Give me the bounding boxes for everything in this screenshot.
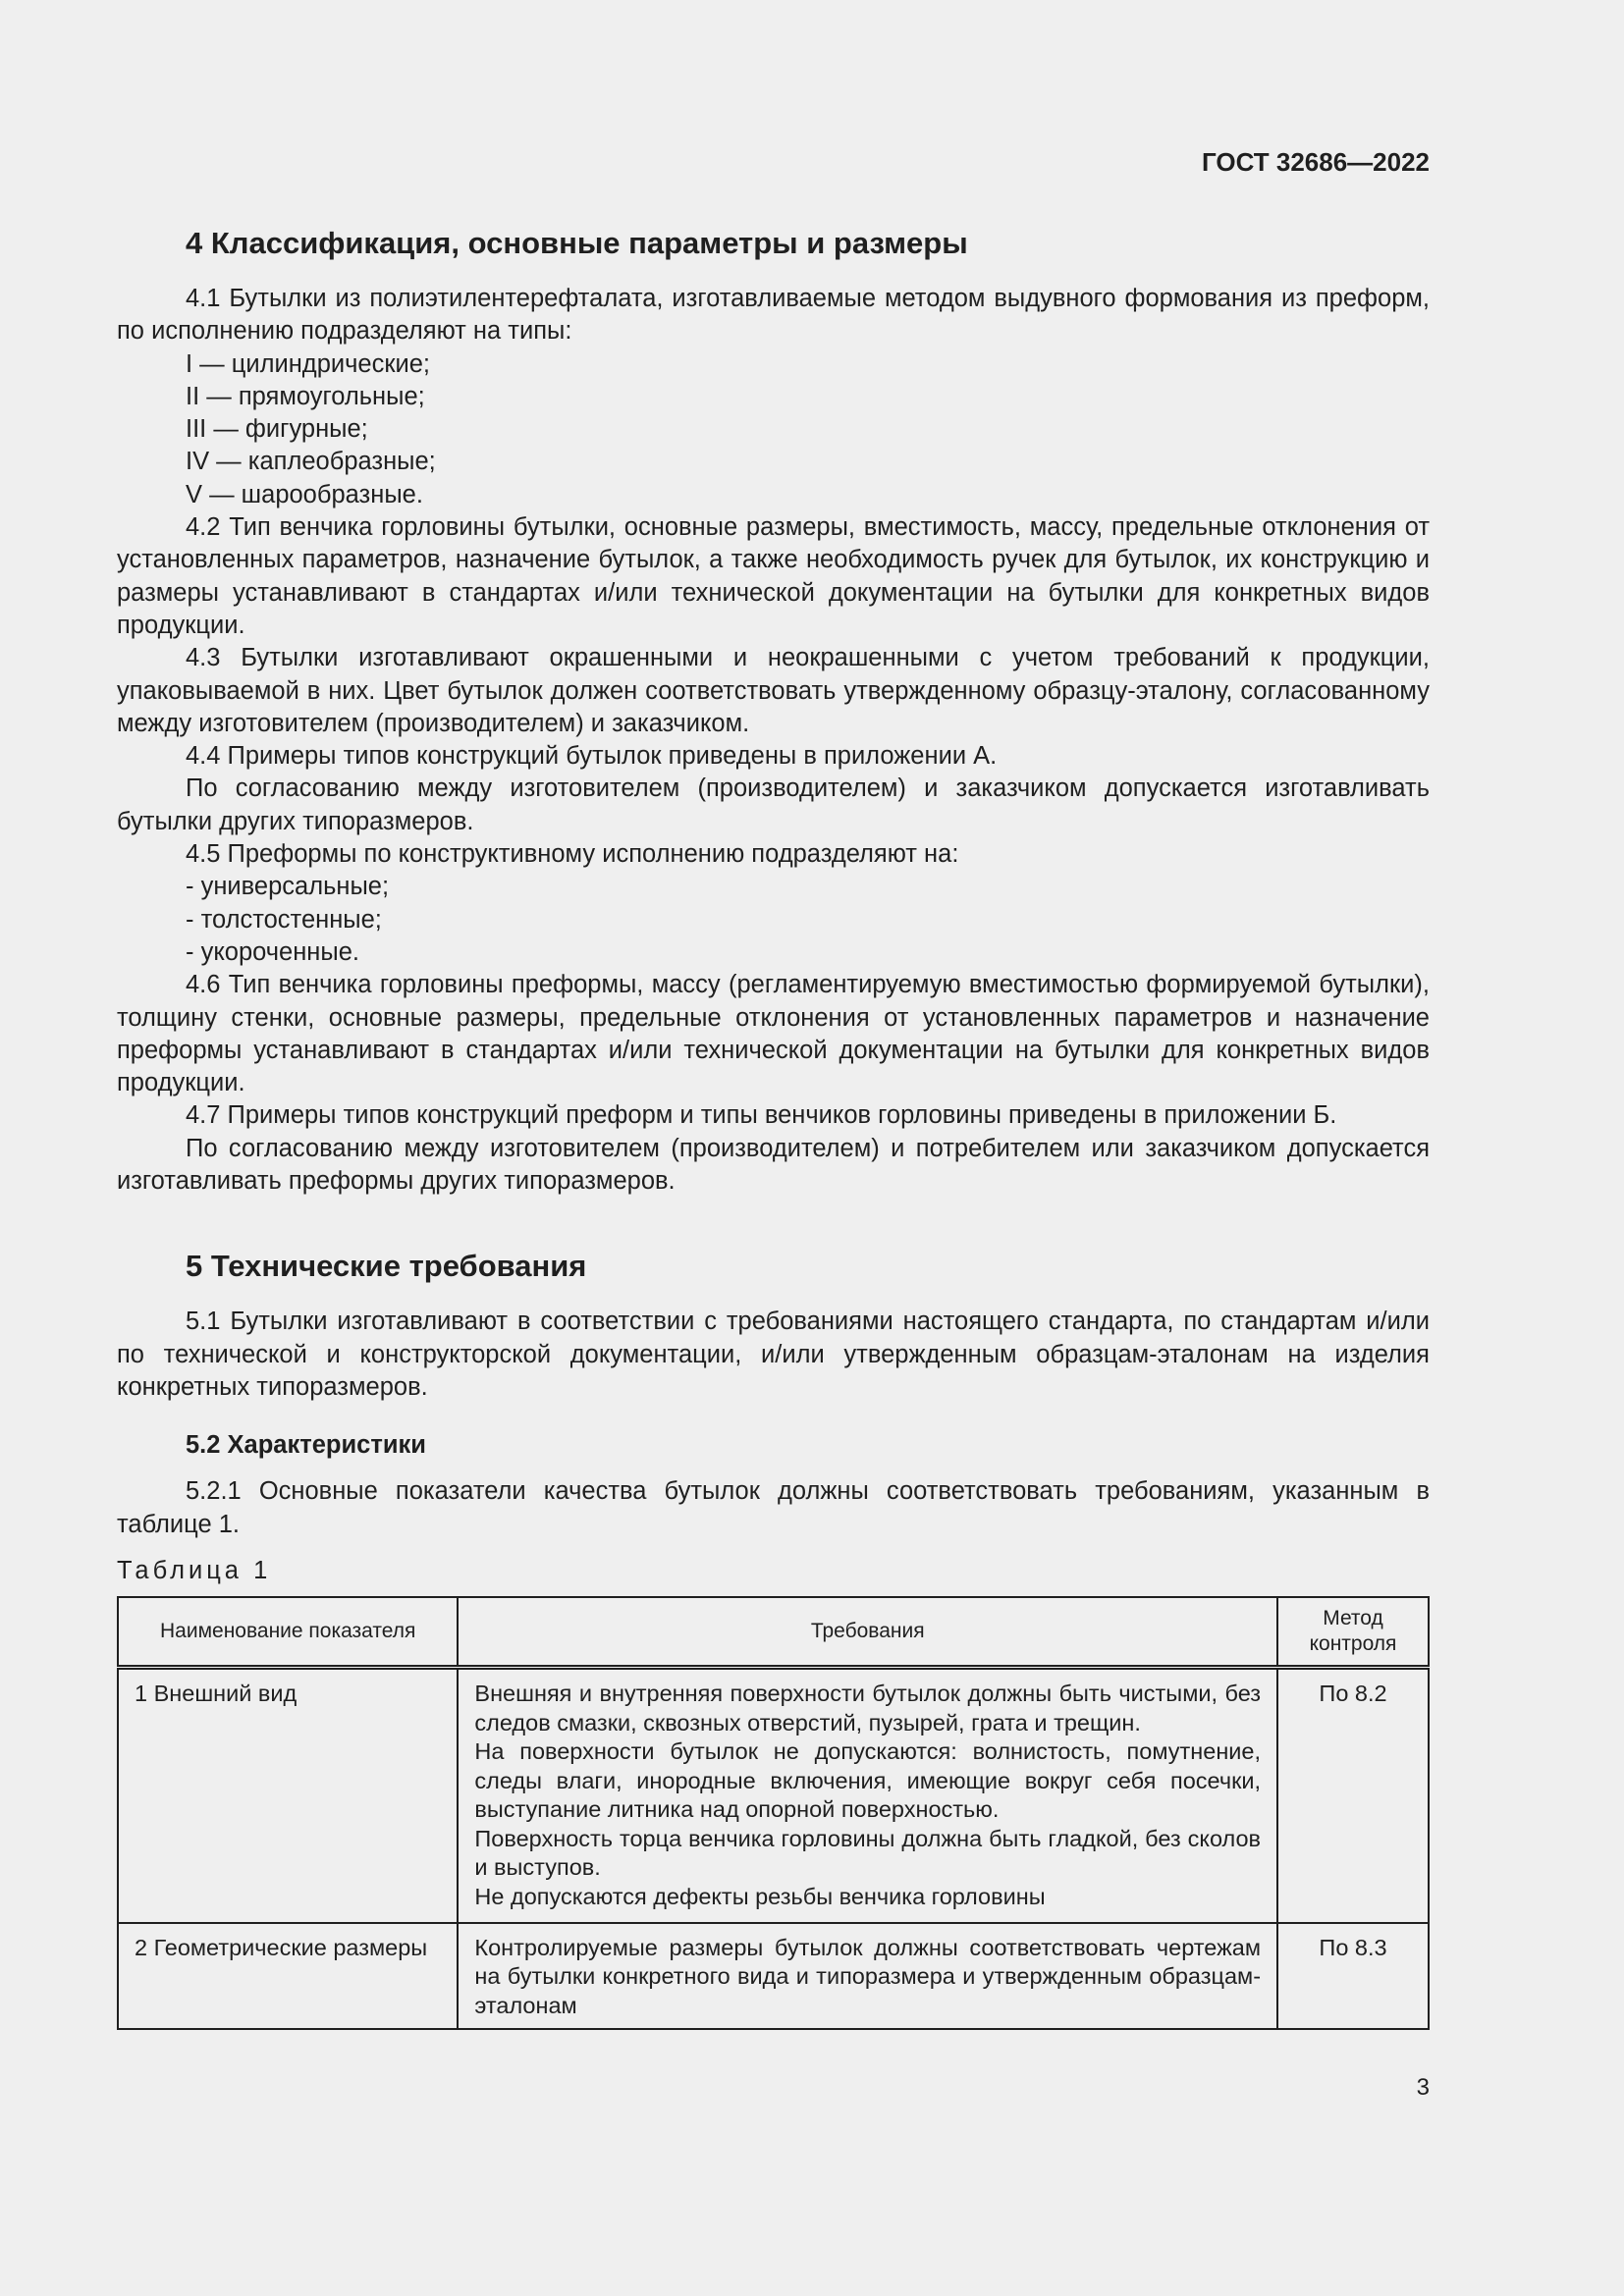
requirement-line: Внешняя и внутренняя поверхности бутылок должны быть чистыми, без следов смазки, сквозных отверстий, пузырей, грата и трещин.	[474, 1681, 1262, 1735]
para-4-7: 4.7 Примеры типов конструкций преформ и типы венчиков горловины приведены в приложении Б.	[186, 1101, 1337, 1130]
header-requirements: Требования	[458, 1597, 1277, 1668]
preform-item: - укороченные.	[186, 937, 359, 966]
table-row	[118, 1923, 1429, 2029]
para-4-7-continued: По согласованию между изготовителем (производителем) и потребителем или заказчиком допускается изготавливать преформы других типоразмеров.	[117, 1134, 1430, 1196]
type-item: IV — каплеобразные;	[186, 448, 436, 476]
section-5-title: 5 Технические требования	[186, 1249, 587, 1284]
table-header-row	[118, 1597, 1429, 1668]
requirement-line: Не допускаются дефекты резьбы венчика горловины	[474, 1883, 1046, 1909]
row-method: По 8.2	[1277, 1668, 1429, 1923]
para-4-2: 4.2 Тип венчика горловины бутылки, основные размеры, вместимость, массу, предельные отклонения от установленных параметров, назначение бутылок, а также необходимость ручек для бутылок, их конструкцию и размеры устанавливают в стандартах и/или технической документации на бутылки для конкретных видов продукции.	[117, 513, 1430, 639]
para-4-4: 4.4 Примеры типов конструкций бутылок приведены в приложении А.	[186, 742, 998, 771]
type-item: I — цилиндрические;	[186, 349, 430, 378]
para-4-3: 4.3 Бутылки изготавливают окрашенными и неокрашенными с учетом требований к продукции, упаковываемой в них. Цвет бутылок должен соответствовать утвержденному образцу-эталону, согласованному между изготовителем (производителем) и заказчиком.	[117, 644, 1430, 737]
type-item: V — шарообразные.	[186, 480, 423, 508]
header-method: Метод контроля	[1277, 1597, 1429, 1668]
preform-item: - универсальные;	[186, 873, 390, 901]
table-row	[118, 1668, 1429, 1923]
table-caption: Таблица 1	[117, 1556, 272, 1584]
requirement-line: На поверхности бутылок не допускаются: волнистость, помутнение, следы влаги, инородные включения, имеющие вокруг себя посечки, выступание литника над опорной поверхностью.	[474, 1738, 1262, 1823]
para-4-6: 4.6 Тип венчика горловины преформы, массу (регламентируемую вместимостью формируемой бутылки), толщину стенки, основные размеры, предельные отклонения от установленных параметров и назначение преформы устанавливают в стандартах и/или технической документации на бутылки для конкретных видов продукции.	[117, 971, 1430, 1097]
standard-number: ГОСТ 32686—2022	[1202, 147, 1430, 177]
row-requirements	[458, 1923, 1277, 2029]
para-4-5: 4.5 Преформы по конструктивному исполнению подразделяют на:	[186, 840, 959, 869]
para-5-2-1: 5.2.1 Основные показатели качества бутылок должны соответствовать требованиям, указанным в таблице 1.	[117, 1477, 1430, 1538]
row-name: 2 Геометрические размеры	[118, 1923, 458, 2029]
subsection-5-2-title: 5.2 Характеристики	[186, 1431, 426, 1460]
header-name: Наименование показателя	[118, 1597, 458, 1668]
page-number: 3	[1416, 2074, 1430, 2101]
row-method: По 8.3	[1277, 1923, 1429, 2029]
table-1	[117, 1596, 1430, 2030]
type-item: III — фигурные;	[186, 415, 368, 444]
requirement-line: Контролируемые размеры бутылок должны соответствовать чертежам на бутылки конкретного вида и типоразмера и утвержденным образцам-эталонам	[474, 1934, 1262, 2018]
type-item: II — прямоугольные;	[186, 382, 425, 410]
para-4-1: 4.1 Бутылки из полиэтилентерефталата, изготавливаемые методом выдувного формования из преформ, по исполнению подразделяют на типы:	[117, 285, 1430, 346]
section-4-title: 4 Классификация, основные параметры и размеры	[186, 226, 968, 260]
row-requirements	[458, 1668, 1277, 1923]
requirement-line: Поверхность торца венчика горловины должна быть гладкой, без сколов и выступов.	[474, 1825, 1262, 1881]
page-content	[117, 224, 1430, 2030]
para-5-1: 5.1 Бутылки изготавливают в соответствии с требованиями настоящего стандарта, по стандартам и/или по технической и конструкторской документации, и/или утвержденным образцам-эталонам на изделия конкретных типоразмеров.	[117, 1308, 1430, 1401]
preform-item: - толстостенные;	[186, 905, 382, 934]
para-4-4-continued: По согласованию между изготовителем (производителем) и заказчиком допускается изготавливать бутылки других типоразмеров.	[117, 774, 1430, 835]
row-name: 1 Внешний вид	[118, 1668, 458, 1923]
